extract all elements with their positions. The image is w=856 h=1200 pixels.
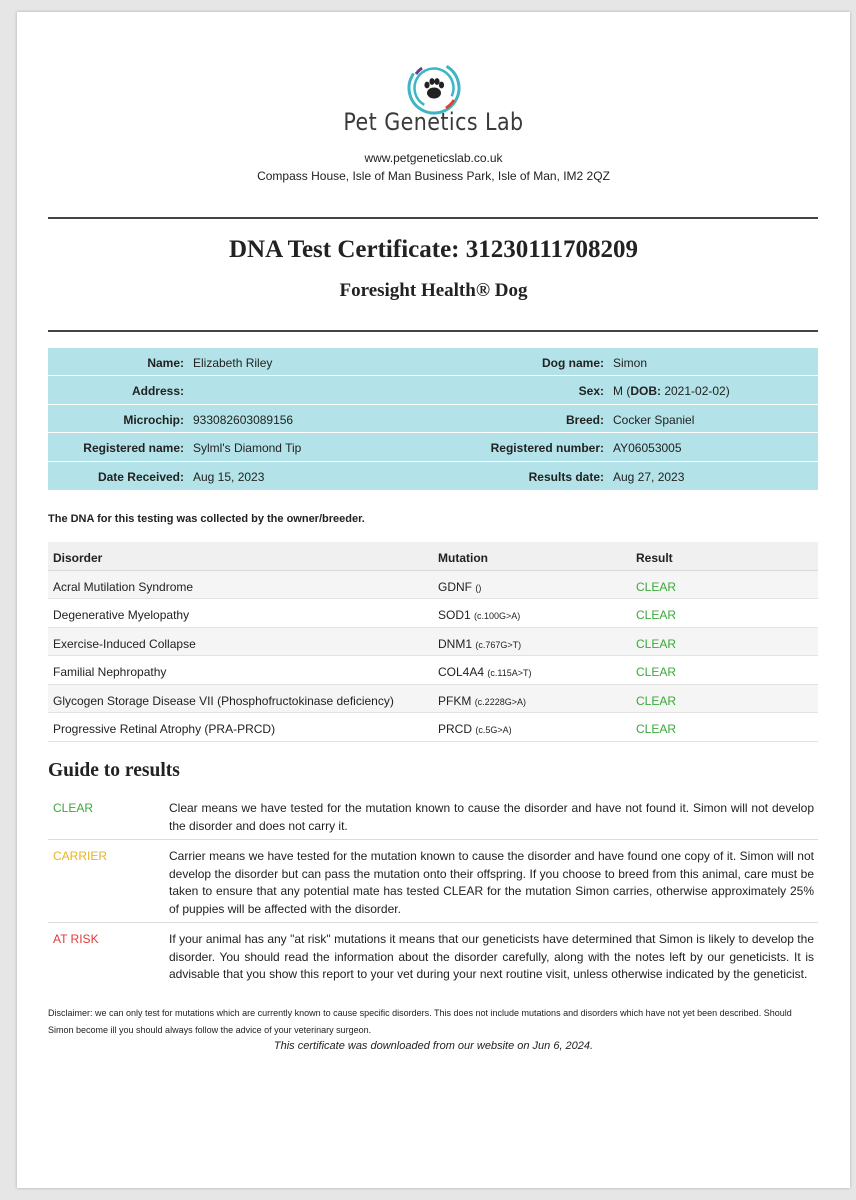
info-row <box>48 433 818 461</box>
variant: (c.5G>A) <box>475 725 512 735</box>
gene: PFKM <box>438 693 472 708</box>
disorder-name: Familial Nephropathy <box>53 665 167 679</box>
header-mutation: Mutation <box>438 551 488 565</box>
disorders-table <box>48 542 818 742</box>
owner-name: Elizabeth Riley <box>193 356 273 370</box>
info-row <box>48 348 818 376</box>
header-disorder: Disorder <box>53 551 103 565</box>
mutation <box>438 665 531 679</box>
gene: COL4A4 <box>438 665 485 679</box>
product-title: Foresight Health® Dog <box>339 280 528 301</box>
info-label: Breed: <box>565 412 604 427</box>
dob-value: 2021-02-02) <box>661 384 730 399</box>
download-note: This certificate was downloaded from our website on Jun 6, 2024. <box>273 1040 594 1052</box>
table-row <box>48 713 818 742</box>
result-badge: CLEAR <box>636 722 677 736</box>
variant: (c.2228G>A) <box>474 696 526 707</box>
guide-text: Carrier means we have tested for the mutation known to cause the disorder and have found one copy of it. Simon will not develop the disorder but can pass the mutation onto their offspring. If you choose to breed from this animal, care must be taken to ensure that any potential mate has tested CLEAR for the mutation Simon carries, otherwise approximately 25% of puppies will be affected with the disorder. <box>169 849 814 916</box>
guide-item <box>48 792 818 839</box>
info-label: Name: <box>147 356 184 370</box>
variant: (c.115A>T) <box>487 668 532 678</box>
guide-item <box>48 922 818 988</box>
info-label: Date Received: <box>97 469 184 484</box>
dog-name: Simon <box>613 356 648 370</box>
brand-name: Pet Genetics Lab <box>343 108 524 136</box>
disorder-name: Glycogen Storage Disease VII (Phosphofructokinase deficiency) <box>53 693 394 708</box>
info-label: Registered number: <box>490 441 604 456</box>
guide-text: If your animal has any "at risk" mutations it means that our geneticists have determined that Simon is likely to develop the disorder. You should read the information about the disorder carefully, along with the notes left by our geneticists. It is advisable that you show this report to your vet during your next routine visit, unless otherwise indicated by the geneticist. <box>169 932 814 981</box>
mutation <box>438 722 512 736</box>
disorder-name: Progressive Retinal Atrophy (PRA-PRCD) <box>53 722 276 736</box>
info-row <box>48 376 818 404</box>
variant: (c.100G>A) <box>474 611 521 621</box>
table-row <box>48 628 818 657</box>
registered-name: Sylml's Diamond Tip <box>193 441 302 456</box>
date-received: Aug 15, 2023 <box>193 469 265 484</box>
guide-text: Clear means we have tested for the mutation known to cause the disorder and have not found it. Simon will not develop the disorder and does not carry it. <box>169 801 814 833</box>
guide-key-carrier: CARRIER <box>53 849 108 863</box>
lab-address: Compass House, Isle of Man Business Park, Isle of Man, IM2 2QZ <box>257 169 610 183</box>
disorder-name: Acral Mutilation Syndrome <box>53 579 194 594</box>
gene: PRCD <box>438 722 473 736</box>
info-label: Address: <box>131 384 184 399</box>
guide-key-at-risk: AT RISK <box>53 932 99 946</box>
certificate-title: DNA Test Certificate: 31230111708209 <box>229 236 638 263</box>
result-badge: CLEAR <box>636 608 677 622</box>
mutation <box>438 694 526 708</box>
registered-number: AY06053005 <box>613 441 682 456</box>
info-label: Dog name: <box>541 356 604 370</box>
collection-note: The DNA for this testing was collected by the owner/breeder. <box>48 513 365 525</box>
guide-item <box>48 839 818 922</box>
info-label: Results date: <box>528 469 604 484</box>
gene: SOD1 <box>438 608 471 622</box>
gene: DNM1 <box>438 636 473 651</box>
divider-top <box>48 217 818 219</box>
table-row <box>48 571 818 600</box>
gene: GDNF <box>438 579 472 594</box>
guide-title: Guide to results <box>48 760 180 781</box>
dog-sex-dob <box>613 384 730 398</box>
result-badge: CLEAR <box>636 579 677 594</box>
variant: (c.767G>T) <box>475 639 522 650</box>
mutation <box>438 608 520 622</box>
certificate-page <box>17 12 850 1188</box>
variant: () <box>475 582 482 593</box>
result-badge: CLEAR <box>636 636 677 651</box>
results-guide <box>48 792 818 988</box>
disorder-name: Exercise-Induced Collapse <box>53 636 196 651</box>
result-badge: CLEAR <box>636 693 677 708</box>
info-label: Registered name: <box>83 441 184 456</box>
info-label: Sex: <box>578 384 604 399</box>
table-row <box>48 685 818 714</box>
disclaimer: Disclaimer: we can only test for mutations which are currently known to cause specific disorders. This does not include mutations and disorders which have not yet been described. Should Simon become ill you should always follow the advice of your veterinary surgeon. <box>48 1008 792 1035</box>
guide-key-clear: CLEAR <box>53 801 94 815</box>
owner-dog-info-table <box>48 348 818 490</box>
microchip-number: 933082603089156 <box>193 412 294 427</box>
disorder-name: Degenerative Myelopathy <box>53 608 190 622</box>
mutation <box>438 637 521 651</box>
info-row <box>48 405 818 433</box>
mutation <box>438 580 481 594</box>
header-result: Result <box>636 551 673 565</box>
table-row <box>48 599 818 628</box>
table-row <box>48 656 818 685</box>
results-date: Aug 27, 2023 <box>613 469 685 484</box>
sex-value: M ( <box>613 384 631 399</box>
info-row <box>48 462 818 490</box>
result-badge: CLEAR <box>636 665 677 679</box>
website-link[interactable]: www.petgeneticslab.co.uk <box>364 151 503 165</box>
table-header <box>48 542 818 571</box>
divider-bottom <box>48 330 818 332</box>
info-label: Microchip: <box>123 412 184 427</box>
dob-label: DOB: <box>630 384 661 399</box>
dog-breed: Cocker Spaniel <box>613 412 695 427</box>
